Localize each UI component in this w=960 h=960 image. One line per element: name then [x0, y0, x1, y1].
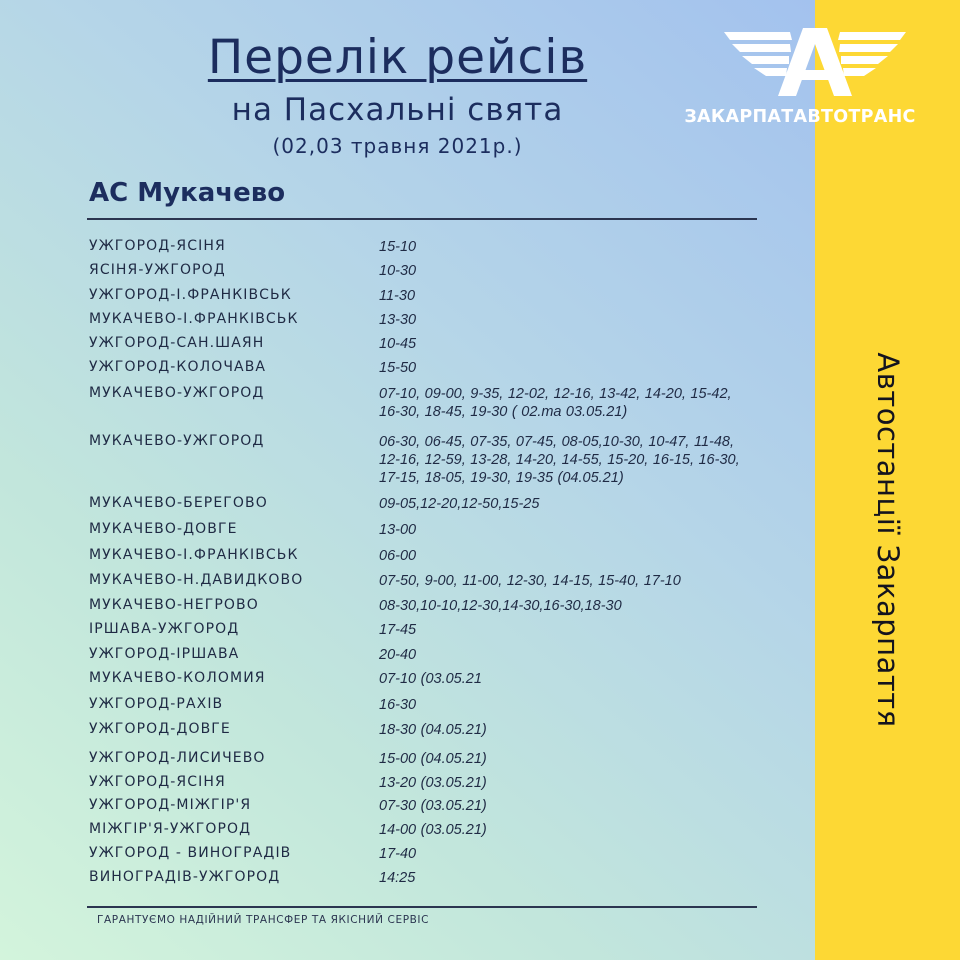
- route-name: УЖГОРОД-РАХІВ: [89, 696, 224, 712]
- route-times: 08-30,10-10,12-30,14-30,16-30,18-30: [379, 598, 622, 614]
- route-times: 15-10: [379, 239, 417, 255]
- page-title: Перелік рейсів: [207, 30, 588, 85]
- route-times: 14-00 (03.05.21): [379, 822, 487, 838]
- route-name: МУКАЧЕВО-Н.ДАВИДКОВО: [89, 572, 304, 588]
- route-times: 20-40: [379, 647, 417, 663]
- route-name: ВИНОГРАДІВ-УЖГОРОД: [89, 869, 281, 885]
- route-name: УЖГОРОД-ДОВГЕ: [89, 721, 231, 737]
- route-times: 15-50: [379, 360, 417, 376]
- route-times: 07-10 (03.05.21: [379, 671, 482, 687]
- station-heading: АС Мукачево: [89, 178, 286, 208]
- route-name: УЖГОРОД - ВИНОГРАДІВ: [89, 845, 292, 861]
- route-times: 17-45: [379, 622, 417, 638]
- page-subtitle: на Пасхальні свята: [231, 92, 564, 128]
- route-name: УЖГОРОД-КОЛОЧАВА: [89, 359, 267, 375]
- route-name: УЖГОРОД-САН.ШАЯН: [89, 335, 265, 351]
- route-name: УЖГОРОД-ЯСІНЯ: [89, 238, 226, 254]
- brand-name: ЗАКАРПАТАВТОТРАНС: [684, 107, 916, 127]
- route-times: 09-05,12-20,12-50,15-25: [379, 496, 540, 512]
- page-dates: (02,03 травня 2021р.): [272, 134, 523, 158]
- route-times: 07-10, 09-00, 9-35, 12-02, 12-16, 13-42, 14-20, 15-42, 16-30, 18-45, 19-30 ( 02.та 03.05.21): [379, 386, 732, 420]
- route-times: 13-30: [379, 312, 417, 328]
- route-name: УЖГОРОД-І.ФРАНКІВСЬК: [89, 287, 292, 303]
- route-name: МУКАЧЕВО-НЕГРОВО: [89, 597, 259, 613]
- route-name: МУКАЧЕВО-УЖГОРОД: [89, 385, 265, 401]
- route-name: УЖГОРОД-ЛИСИЧЕВО: [89, 750, 266, 766]
- route-times: 13-00: [379, 522, 417, 538]
- route-times: 14:25: [379, 870, 416, 886]
- route-name: МУКАЧЕВО-І.ФРАНКІВСЬК: [89, 311, 299, 327]
- route-times: 06-30, 06-45, 07-35, 07-45, 08-05,10-30, 10-47, 11-48, 12-16, 12-59, 13-28, 14-20, 14-55, 15-20, 16-15, 16-30, 17-15, 18-05, 19-30, 19-35 (04.05.21): [379, 434, 740, 486]
- route-name: МІЖГІР'Я-УЖГОРОД: [89, 821, 252, 837]
- route-name: УЖГОРОД-МІЖГІР'Я: [89, 797, 252, 813]
- route-times: 10-30: [379, 263, 417, 279]
- route-name: ІРШАВА-УЖГОРОД: [89, 621, 240, 637]
- route-name: МУКАЧЕВО-УЖГОРОД: [89, 433, 265, 449]
- route-times: 18-30 (04.05.21): [379, 722, 487, 738]
- route-times: 10-45: [379, 336, 417, 352]
- route-name: МУКАЧЕВО-ДОВГЕ: [89, 521, 238, 537]
- route-times: 07-30 (03.05.21): [379, 798, 487, 814]
- route-times: 11-30: [379, 288, 416, 304]
- route-name: МУКАЧЕВО-БЕРЕГОВО: [89, 495, 268, 511]
- route-name: ЯСІНЯ-УЖГОРОД: [89, 262, 226, 278]
- route-times: 15-00 (04.05.21): [379, 751, 487, 767]
- route-times: 17-40: [379, 846, 417, 862]
- route-times: 07-50, 9-00, 11-00, 12-30, 14-15, 15-40, 17-10: [379, 573, 681, 589]
- route-times: 13-20 (03.05.21): [379, 775, 487, 791]
- route-times: 06-00: [379, 548, 417, 564]
- route-name: МУКАЧЕВО-І.ФРАНКІВСЬК: [89, 547, 299, 563]
- route-times: 16-30: [379, 697, 417, 713]
- footer-slogan: ГАРАНТУЄМО НАДІЙНИЙ ТРАНСФЕР ТА ЯКІСНИЙ СЕРВІС: [97, 914, 430, 926]
- sidebar-caption: Автостанції Закарпаття: [871, 352, 905, 728]
- header-divider: [87, 218, 757, 220]
- route-name: МУКАЧЕВО-КОЛОМИЯ: [89, 670, 266, 686]
- route-name: УЖГОРОД-ЯСІНЯ: [89, 774, 226, 790]
- footer-divider: [87, 906, 757, 908]
- route-name: УЖГОРОД-ІРШАВА: [89, 646, 240, 662]
